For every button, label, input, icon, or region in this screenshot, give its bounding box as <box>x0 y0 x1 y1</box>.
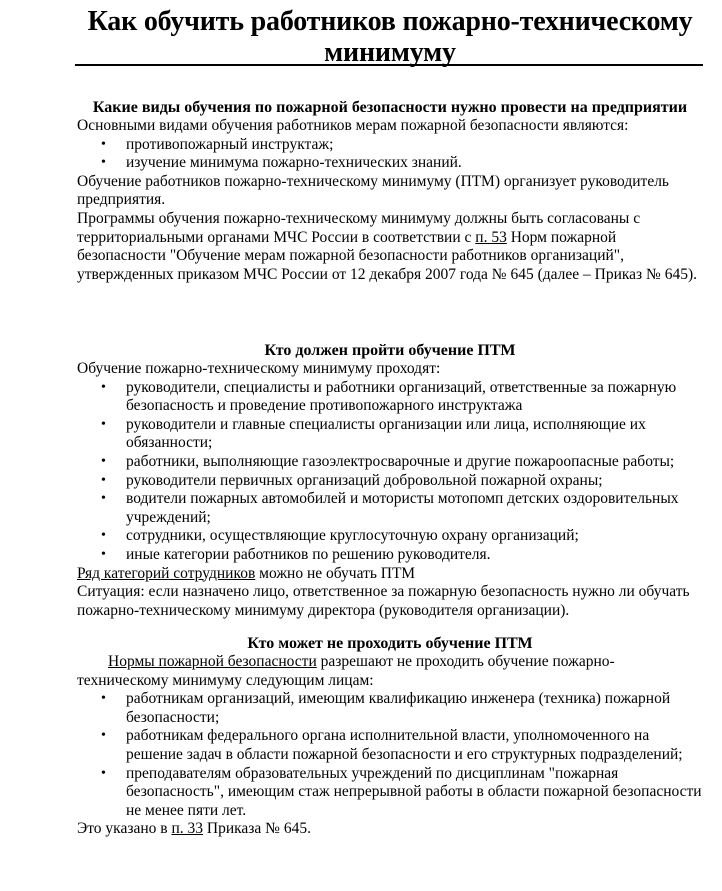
list-item: • работники, выполняющие газоэлектросварочные и другие пожароопасные работы; <box>101 452 675 470</box>
list-item: • руководители первичных организаций добровольной пожарной охраны; <box>101 471 603 489</box>
section-intro: Обучение пожарно-техническому минимуму проходят: <box>77 360 441 377</box>
bullet-icon: • <box>101 453 106 469</box>
bullet-icon: • <box>101 472 106 488</box>
link-fire-safety-norms[interactable]: Нормы пожарной безопасности <box>108 653 317 670</box>
bullet-icon: • <box>101 416 106 432</box>
link-p53[interactable]: п. 53 <box>475 228 507 246</box>
document-page <box>77 0 703 838</box>
bullet-icon: • <box>101 528 106 544</box>
section-heading: Кто может не проходить обучение ПТМ <box>247 635 533 652</box>
document-title: Как обучить работников пожарно-техническому минимуму <box>87 6 693 68</box>
paragraph-organizer: Обучение работников пожарно-техническому минимуму (ПТМ) организует руководитель предприятия. <box>77 172 669 209</box>
section-intro: Нормы пожарной безопасности разрешают не проходить обучение пожарно-техническому минимуму следующим лицам: <box>77 653 615 689</box>
bullet-list <box>77 136 703 173</box>
bullet-icon: • <box>101 546 106 562</box>
list-item: • руководители и главные специалисты организации или лица, исполняющие их обязанности; <box>101 415 646 452</box>
paragraph-programs: Программы обучения пожарно-техническому минимуму должны быть согласованы с территориальными органами МЧС России в соответствии с п. 53 Норм пожарной безопасности "Обучение мерам пожарной безопасности работников организаций", утвержденных приказом МЧС России от 12 декабря 2007 года № 645 (далее – Приказ № 645). <box>77 209 697 283</box>
paragraph-source: Это указано в п. 33 Приказа № 645. <box>77 820 311 838</box>
link-p33[interactable]: п. 33 <box>171 820 204 838</box>
list-item: • изучение минимума пожарно-технических знаний. <box>101 154 462 172</box>
bullet-list <box>77 379 703 565</box>
bullet-icon: • <box>101 136 106 152</box>
section-who-may-skip <box>77 634 703 839</box>
section-training-types <box>77 98 703 284</box>
bullet-icon: • <box>101 491 106 507</box>
bullet-icon: • <box>101 691 106 707</box>
paragraph-exempt-note: Ряд категорий сотрудников можно не обучать ПТМ <box>77 564 416 582</box>
title-divider <box>75 64 703 66</box>
section-heading: Кто должен пройти обучение ПТМ <box>264 342 516 359</box>
list-item: • преподавателям образовательных учреждений по дисциплинам "пожарная безопасность", имеющим стаж непрерывной работы в области пожарной безопасности не менее пяти лет. <box>101 764 702 819</box>
list-item: • работникам федерального органа исполнительной власти, уполномоченного на решение задач в области пожарной безопасности и его структурных подразделений; <box>101 727 683 763</box>
section-heading: Какие виды обучения по пожарной безопасности нужно провести на предприятии <box>92 99 688 116</box>
list-item: • руководители, специалисты и работники организаций, ответственные за пожарную безопасность и проведение противопожарного инструктажа <box>101 378 677 415</box>
list-item: • сотрудники, осуществляющие круглосуточную охрану организаций; <box>101 527 579 545</box>
section-who-must-train <box>77 341 703 620</box>
bullet-icon: • <box>101 379 106 395</box>
list-item: • иные категории работников по решению руководителя. <box>101 545 491 563</box>
bullet-list <box>77 690 703 820</box>
bullet-icon: • <box>101 765 106 781</box>
section-intro: Основными видами обучения работников мерам пожарной безопасности являются: <box>77 117 629 134</box>
list-item: • работникам организаций, имеющим квалификацию инженера (техника) пожарной безопасности; <box>101 690 671 726</box>
bullet-icon: • <box>101 728 106 744</box>
list-item: • противопожарный инструктаж; <box>101 135 334 153</box>
paragraph-situation[interactable]: Ситуация: если назначено лицо, ответственное за пожарную безопасность нужно ли обучать пожарно-техническому минимуму директора (руководителя организации). <box>77 583 690 619</box>
link-exempt-categories[interactable]: Ряд категорий сотрудников <box>77 564 256 582</box>
list-item: • водители пожарных автомобилей и мотористы мотопомп детских оздоровительных учреждений; <box>101 490 679 526</box>
bullet-icon: • <box>101 155 106 171</box>
